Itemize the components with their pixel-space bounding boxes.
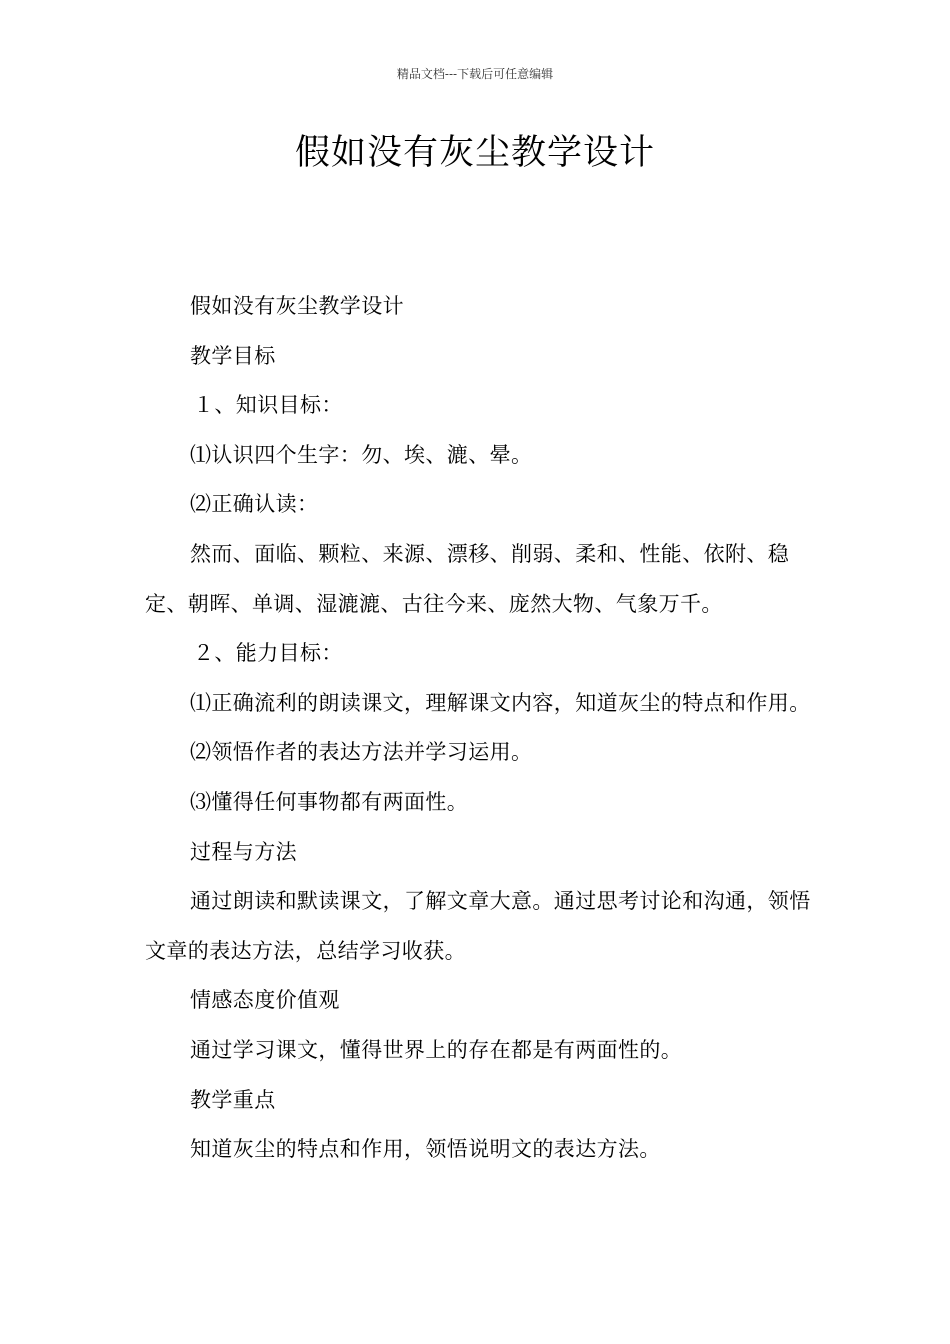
paragraph-ability-item-1: ⑴正确流利的朗读课文，理解课文内容，知道灰尘的特点和作用。	[190, 690, 811, 715]
paragraph-section-goals: 教学目标	[190, 343, 276, 368]
paragraph-ability-goals: ２、能力目标：	[193, 641, 343, 666]
paragraph-knowledge-goals: １、知识目标：	[193, 393, 343, 418]
paragraph-correct-reading: ⑵正确认读：	[190, 492, 319, 517]
paragraph-section-values: 情感态度价值观	[190, 988, 340, 1013]
paragraph-new-characters: ⑴认识四个生字：勿、埃、漉、晕。	[190, 442, 533, 467]
paragraph-process-text: 通过朗读和默读课文，了解文章大意。通过思考讨论和沟通，领悟文章的表达方法，总结学习收获。	[145, 889, 811, 963]
document-title: 假如没有灰尘教学设计	[294, 133, 655, 173]
paragraph-section-key-points: 教学重点	[190, 1087, 276, 1112]
paragraph-ability-item-3: ⑶懂得任何事物都有两面性。	[190, 789, 469, 814]
paragraph-ability-item-2: ⑵领悟作者的表达方法并学习运用。	[190, 740, 533, 765]
paragraph-section-process: 过程与方法	[190, 839, 297, 864]
paragraph-subtitle: 假如没有灰尘教学设计	[190, 294, 404, 318]
page-header-note: 精品文档---下载后可任意编辑	[396, 67, 554, 81]
paragraph-key-points-text: 知道灰尘的特点和作用，领悟说明文的表达方法。	[190, 1137, 661, 1162]
document-body	[145, 282, 815, 1175]
paragraph-word-list: 然而、面临、颗粒、来源、漂移、削弱、柔和、性能、依附、稳定、朝晖、单调、湿漉漉、古往今来、庞然大物、气象万千。	[145, 541, 790, 616]
paragraph-values-text: 通过学习课文，懂得世界上的存在都是有两面性的。	[190, 1037, 683, 1062]
